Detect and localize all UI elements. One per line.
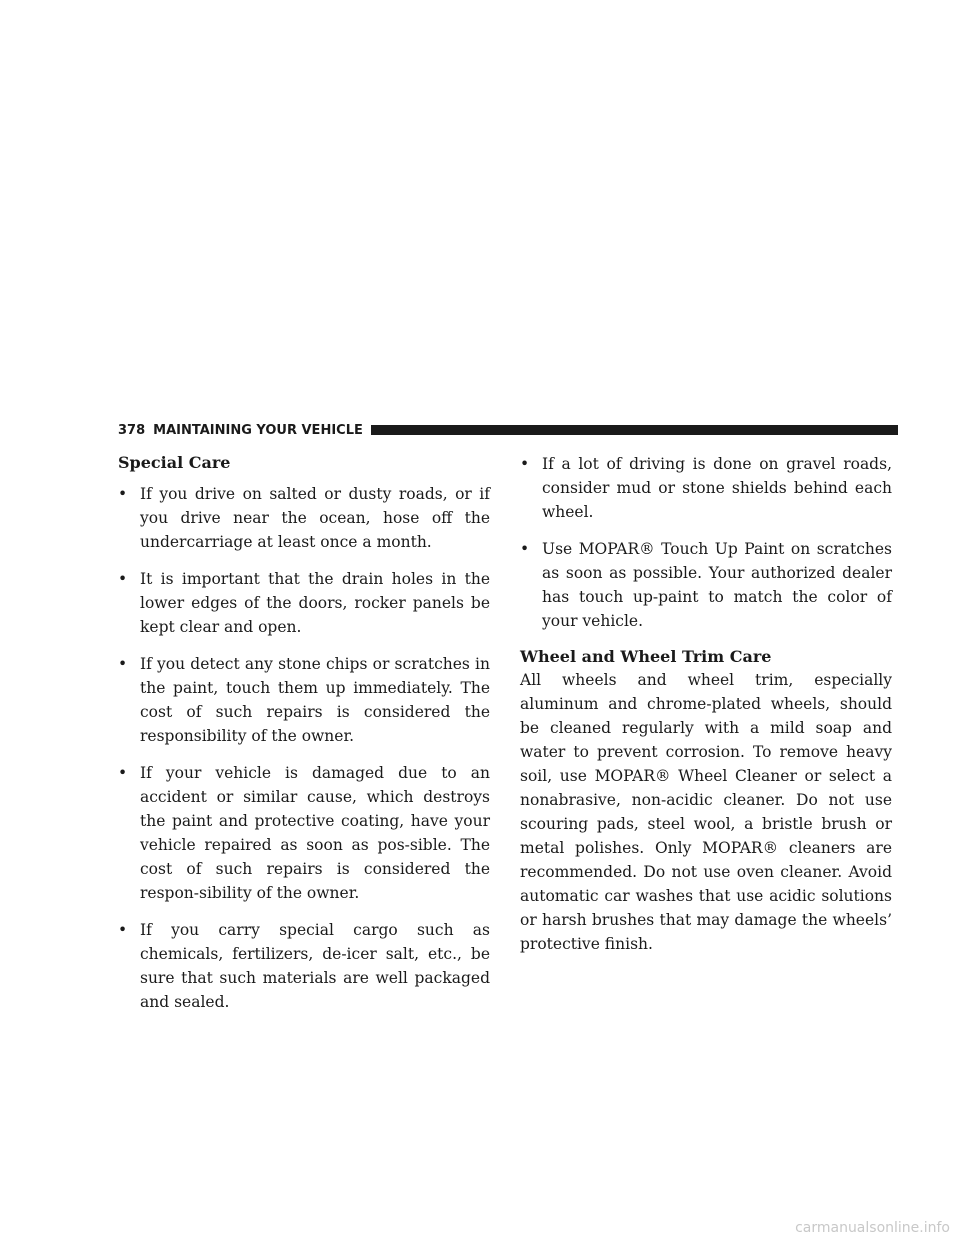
wheel-care-heading: Wheel and Wheel Trim Care bbox=[520, 647, 772, 666]
bullet-icon: • bbox=[118, 764, 128, 782]
special-care-heading: Special Care bbox=[118, 453, 231, 472]
list-item-text: It is important that the drain holes in the lower edges of the doors, rocker panels be kept clear and open. bbox=[140, 570, 490, 636]
list-item-text: If a lot of driving is done on gravel roads, consider mud or stone shields behind each wheel. bbox=[542, 455, 892, 521]
list-item-text: If you detect any stone chips or scratches in the paint, touch them up immediately. The cost of such repairs is considered the responsibility of the owner. bbox=[140, 655, 490, 745]
page-number: 378 bbox=[118, 422, 146, 438]
list-item bbox=[118, 761, 490, 905]
bullet-icon: • bbox=[520, 540, 530, 558]
bullet-icon: • bbox=[118, 921, 128, 939]
list-item-text: If you drive on salted or dusty roads, or if you drive near the ocean, hose off the undercarriage at least once a month. bbox=[140, 485, 490, 551]
special-care-list bbox=[118, 482, 490, 1014]
watermark-text: carmanualsonline.info bbox=[795, 1220, 950, 1236]
right-column bbox=[520, 452, 892, 956]
header-rule bbox=[371, 425, 898, 435]
list-item-text: If you carry special cargo such as chemicals, fertilizers, de-icer salt, etc., be sure that such materials are well packaged and sealed. bbox=[140, 921, 490, 1011]
bullet-icon: • bbox=[118, 655, 128, 673]
list-item-text: If your vehicle is damaged due to an accident or similar cause, which destroys the paint and protective coating, have your vehicle repaired as soon as pos-sible. The cost of such repairs is considered the respon-sibility of the owner. bbox=[140, 764, 490, 902]
special-care-list-continued bbox=[520, 452, 892, 633]
section-title: MAINTAINING YOUR VEHICLE bbox=[153, 422, 363, 438]
list-item bbox=[118, 567, 490, 639]
page-header bbox=[118, 421, 898, 439]
wheel-care-body: All wheels and wheel trim, especially aluminum and chrome-plated wheels, should be cleaned regularly with a mild soap and water to prevent corrosion. To remove heavy soil, use MOPAR® Wheel Cleaner or select a nonabrasive, non-acidic cleaner. Do not use scouring pads, steel wool, a bristle brush or metal polishes. Only MOPAR® cleaners are recommended. Do not use oven cleaner. Avoid automatic car washes that use acidic solutions or harsh brushes that may damage the wheels’ protective finish. bbox=[520, 671, 892, 953]
list-item bbox=[118, 652, 490, 748]
left-column bbox=[118, 452, 490, 1027]
list-item bbox=[118, 482, 490, 554]
bullet-icon: • bbox=[520, 455, 530, 473]
bullet-icon: • bbox=[118, 570, 128, 588]
list-item-text: Use MOPAR® Touch Up Paint on scratches as soon as possible. Your authorized dealer has touch up-paint to match the color of your vehicle. bbox=[542, 540, 892, 630]
bullet-icon: • bbox=[118, 485, 128, 503]
list-item bbox=[520, 537, 892, 633]
list-item bbox=[520, 452, 892, 524]
list-item bbox=[118, 918, 490, 1014]
